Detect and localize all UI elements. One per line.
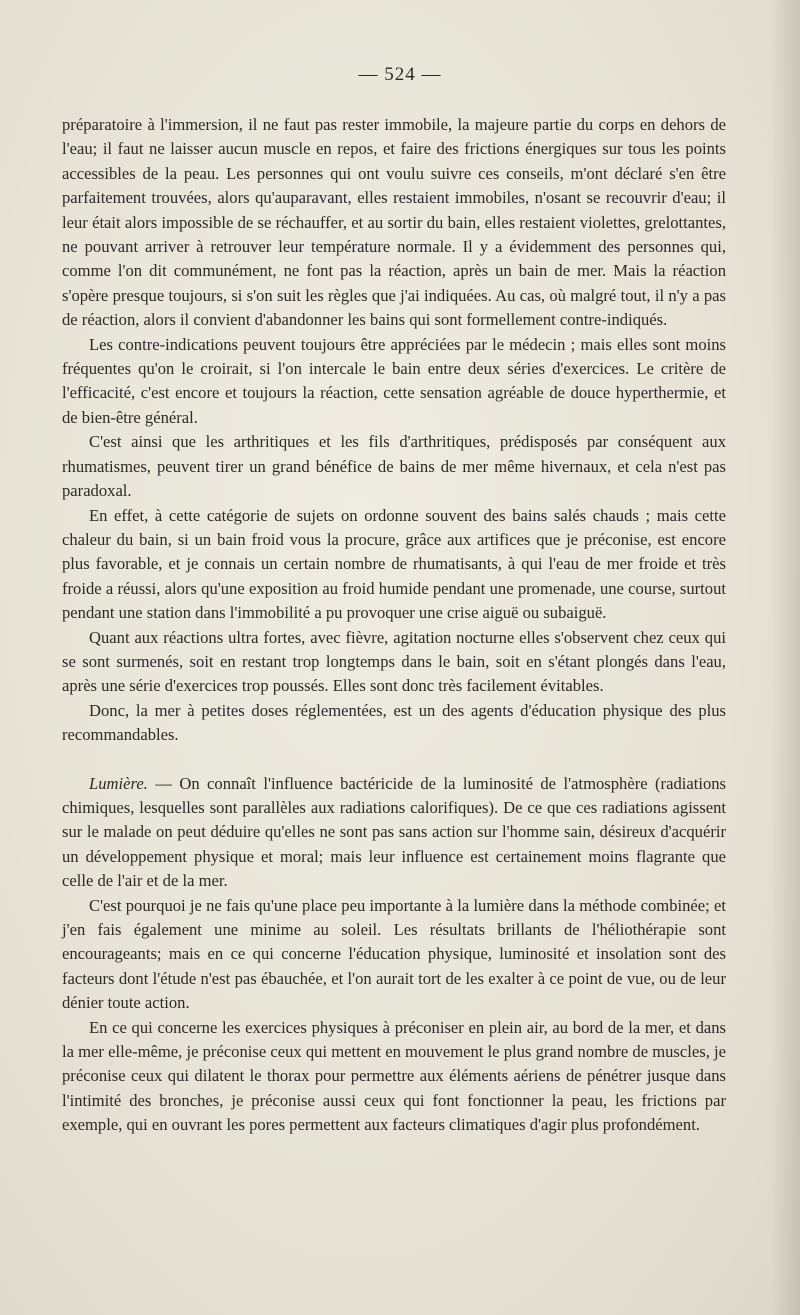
paragraph-exercices-plein-air: En ce qui concerne les exercices physiques à préconiser en plein air, au bord de la mer, et dans la mer elle-même, je préconise ceux qui mettent en mouvement le plus grand nombre de muscles, je préconise ceux qui dilatent le thorax pour permettre aux éléments aériens de pénétrer jusque dans l'intimité des bronches, je préconise aussi ceux qui font fonctionner la peau, les frictions par exemple, qui en ouvrant les pores permettent aux facteurs climatiques d'agir plus profondément. [62, 1017, 726, 1135]
text-block [62, 113, 726, 1138]
paragraph-contre-indications: Les contre-indications peuvent toujours être appréciées par le médecin ; mais elles sont moins fréquentes qu'on le croirait, si l'on intercale le bain entre deux séries d'exercices. Le critère de l'efficacité, c'est encore et toujours la réaction, cette sensation agréable de douce hyperthermie, et de bien-être général. [62, 334, 726, 427]
paragraph-en-effet: En effet, à cette catégorie de sujets on ordonne souvent des bains salés chauds ; mais cette chaleur du bain, si un bain froid vous la procure, grâce aux artifices que je préconise, est encore plus favorable, et je connais un certain nombre de rhumatisants, à qui l'eau de mer froide et très froide a réussi, alors qu'une exposition au froid humide pendant une promenade, une course, surtout pendant une station dans l'immobilité a pu provoquer une crise aiguë ou subaiguë. [62, 505, 726, 623]
paragraph-arthritiques: C'est ainsi que les arthritiques et les fils d'arthritiques, prédisposés par conséquent aux rhumatismes, peuvent tirer un grand bénéfice de bains de mer même hivernaux, et cela n'est pas paradoxal. [62, 432, 726, 501]
page-number: — 524 — [358, 64, 442, 85]
paragraph-conclusion-mer: Donc, la mer à petites doses réglementées, est un des agents d'éducation physique des plus recommandables. [62, 700, 726, 745]
paragraph-methode-combinee: C'est pourquoi je ne fais qu'une place peu importante à la lumière dans la méthode combinée; et j'en fais également une minime au soleil. Les résultats brillants de l'héliothérapie sont encourageants; mais en ce qui concerne l'éducation physique, luminosité et insolation sont des facteurs dont l'étude n'est pas ébauchée, et l'on aurait tort de les exalter à ce point de vue, ou de leur dénier toute action. [62, 895, 726, 1013]
paragraph-lumiere [62, 772, 726, 894]
paragraph-reactions: Quant aux réactions ultra fortes, avec fièvre, agitation nocturne elles s'observent chez ceux qui se sont surmenés, soit en restant trop longtemps dans le bain, soit en s'étant plongés dans l'eau, après une série d'exercices trop poussés. Elles sont donc très facilement évitables. [62, 627, 726, 696]
section-title-lumiere: Lumière. [89, 773, 148, 793]
paragraph-continuation: préparatoire à l'immersion, il ne faut pas rester immobile, la majeure partie du corps en dehors de l'eau; il faut ne laisser aucun muscle en repos, et faire des frictions énergiques sur tous les points accessibles de la peau. Les personnes qui ont voulu suivre ces conseils, m'ont déclaré s'en être parfaitement trouvées, alors qu'auparavant, elles restaient immobiles, n'osant se recouvrir d'eau; il leur était alors impossible de se réchauffer, et au sortir du bain, elles restaient violettes, grelottantes, ne pouvant arriver à retrouver leur température normale. Il y a évidemment des personnes qui, comme l'on dit communément, ne font pas la réaction, après un bain de mer. Mais la réaction s'opère presque toujours, si s'on suit les règles que j'ai indiquées. Au cas, où malgré tout, il n'y a pas de réaction, alors il convient d'abandonner les bains qui sont formellement contre-indiqués. [62, 115, 726, 330]
section-spacer [62, 748, 726, 772]
page-edge-shadow [770, 0, 800, 1315]
section-text-lumiere: — On connaît l'influence bactéricide de la luminosité de l'atmosphère (radiations chimiques, lesquelles sont parallèles aux radiations calorifiques). De ce que ces radiations agissent sur le malade on peut déduire qu'elles ne sont pas sans action sur l'homme sain, désireux d'acquérir un développement physique et moral; mais leur influence est certainement moins flagrante que celle de l'air et de la mer. [62, 773, 726, 891]
